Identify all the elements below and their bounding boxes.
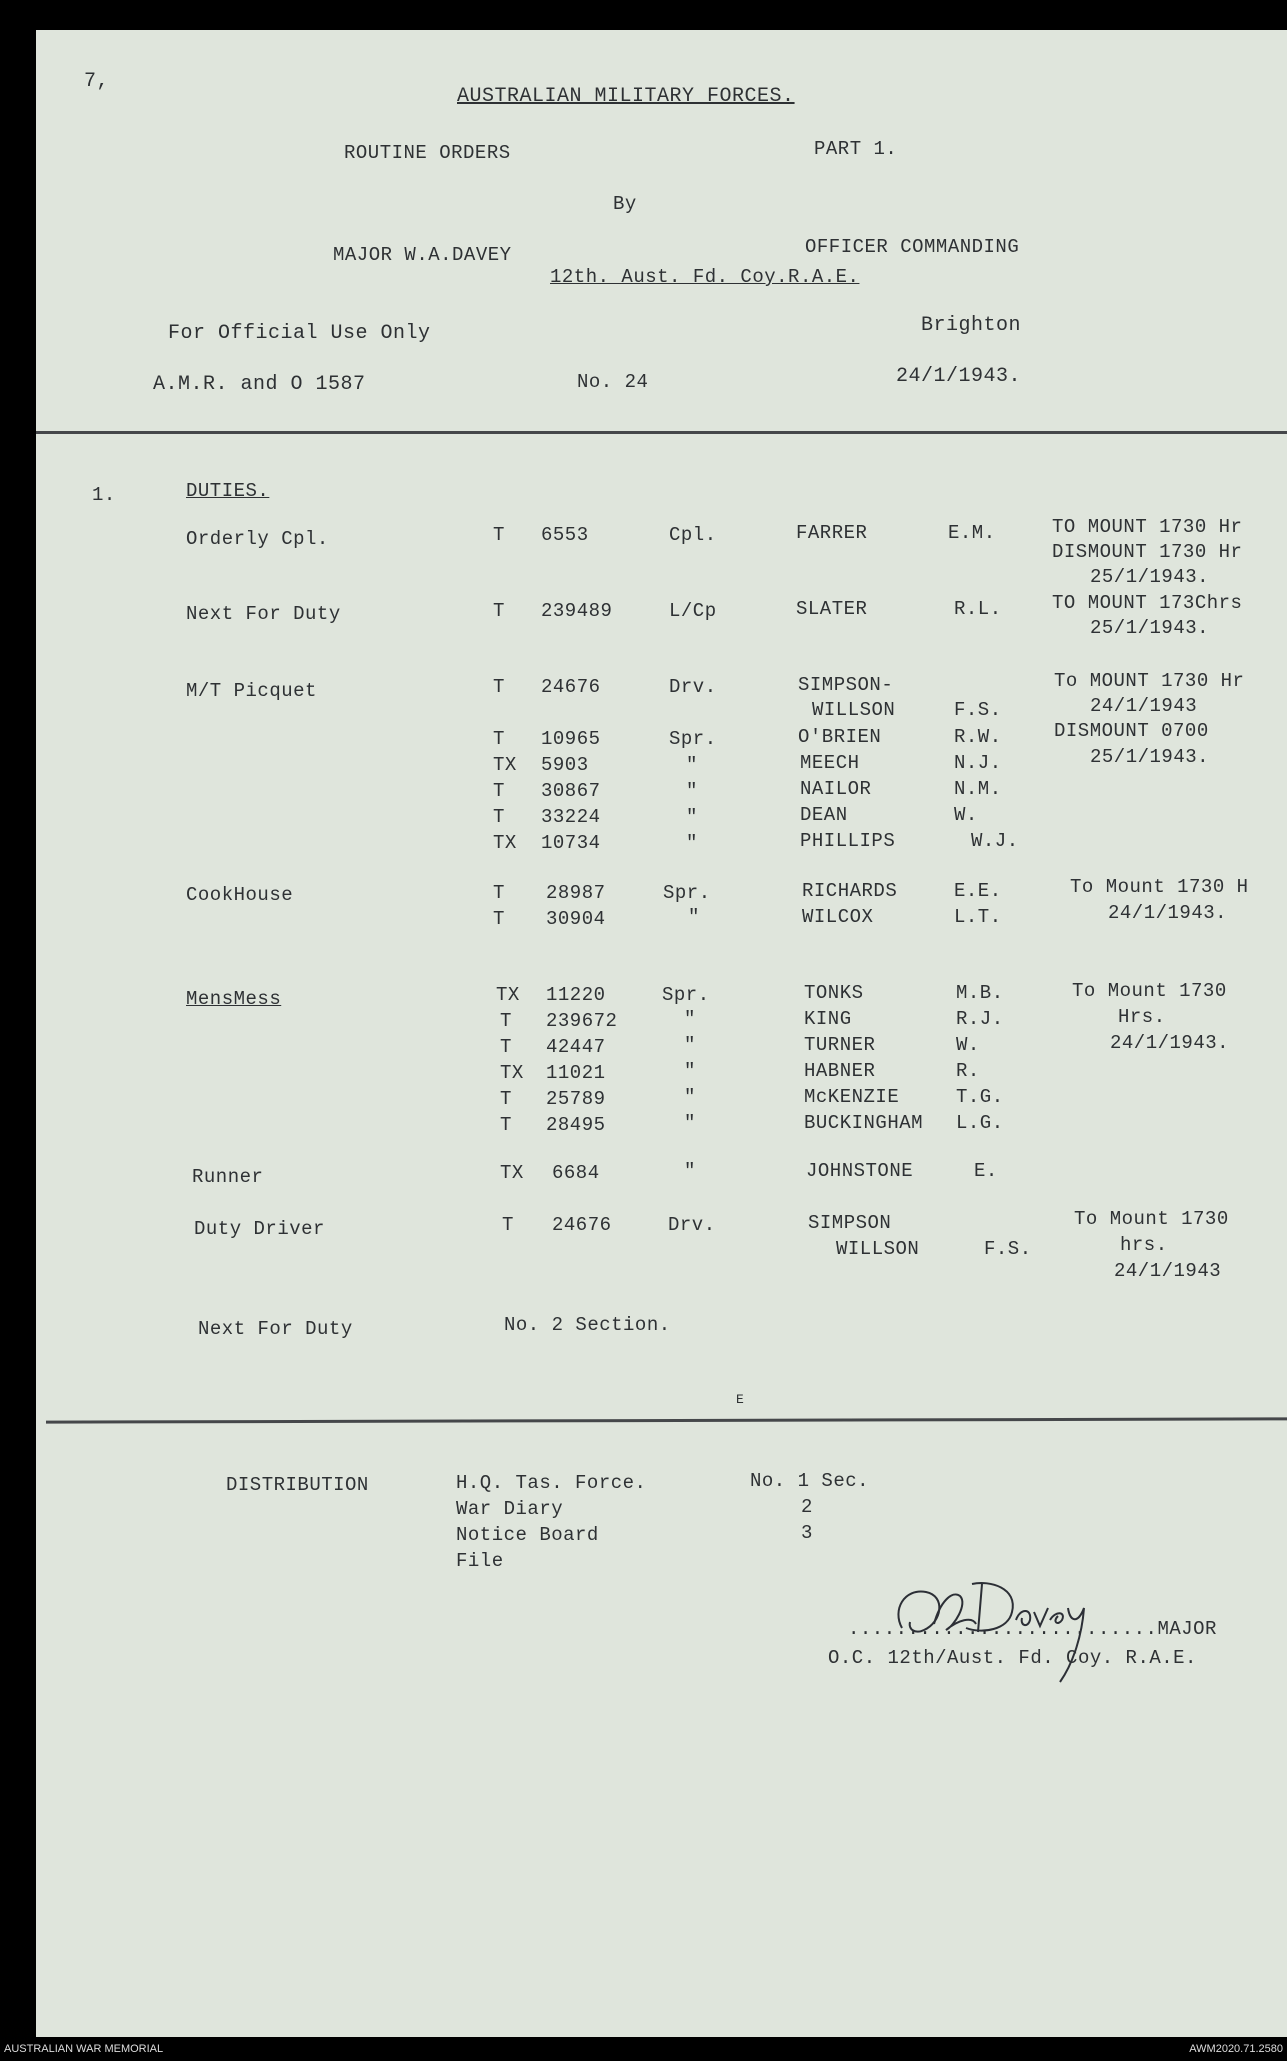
rank-ditto: " <box>684 1008 696 1030</box>
duty-note-line: To Mount 1730 <box>1072 980 1227 1002</box>
duty-note-line: TO MOUNT 173Chrs <box>1052 592 1243 614</box>
footer-institution: AUSTRALIAN WAR MEMORIAL <box>4 2043 164 2055</box>
rank: Cpl. <box>669 524 717 546</box>
rank-ditto: " <box>684 1086 696 1108</box>
duty-note-line: 24/1/1943 <box>1114 1260 1222 1282</box>
duty-label-duty-driver: Duty Driver <box>194 1218 325 1240</box>
official-use-note: For Official Use Only <box>168 322 431 345</box>
surname-continued: WILLSON <box>836 1238 920 1260</box>
initials: W.J. <box>971 830 1019 852</box>
next-section-value: No. 2 Section. <box>504 1314 671 1336</box>
service-number: 24676 <box>541 676 601 698</box>
surname: FARRER <box>796 522 868 544</box>
initials: T.G. <box>956 1086 1004 1108</box>
service-prefix: T <box>493 780 505 802</box>
part-number: PART 1. <box>814 138 898 160</box>
rank-ditto: " <box>684 1060 696 1082</box>
initials: W. <box>956 1034 980 1056</box>
by-label: By <box>613 193 637 215</box>
service-prefix: T <box>493 806 505 828</box>
initials: R.W. <box>954 726 1002 748</box>
duty-note-line: DISMOUNT 0700 <box>1054 720 1209 742</box>
rank-ditto: " <box>684 1112 696 1134</box>
signature-line: ..........................MAJOR <box>848 1618 1217 1640</box>
duty-note-line: Hrs. <box>1118 1006 1166 1028</box>
initials: N.J. <box>954 752 1002 774</box>
service-number: 28495 <box>546 1114 606 1136</box>
duty-label-runner: Runner <box>192 1166 264 1188</box>
service-number: 239672 <box>546 1010 618 1032</box>
service-number: 10965 <box>541 728 601 750</box>
service-prefix: T <box>493 728 505 750</box>
rank-ditto: " <box>686 806 698 828</box>
rank: Drv. <box>669 676 717 698</box>
initials: R.L. <box>954 598 1002 620</box>
initials: L.T. <box>954 906 1002 928</box>
header-divider <box>36 431 1287 434</box>
footer-accession-number: AWM2020.71.2580 <box>1189 2043 1283 2055</box>
rank-ditto: " <box>684 1034 696 1056</box>
duty-note-line: 24/1/1943. <box>1108 902 1228 924</box>
surname: TURNER <box>804 1034 876 1056</box>
service-prefix: T <box>493 600 505 622</box>
service-prefix: TX <box>500 1162 524 1184</box>
service-prefix: T <box>500 1114 512 1136</box>
rank: Spr. <box>662 984 710 1006</box>
service-number: 5903 <box>541 754 589 776</box>
service-prefix: TX <box>496 984 520 1006</box>
rank-ditto: " <box>684 1160 696 1182</box>
surname: MEECH <box>800 752 860 774</box>
surname: KING <box>804 1008 852 1030</box>
document-page <box>36 30 1287 2037</box>
surname: NAILOR <box>800 778 872 800</box>
location: Brighton <box>921 314 1022 337</box>
service-number: 28987 <box>546 882 606 904</box>
document-title: AUSTRALIAN MILITARY FORCES. <box>457 85 795 108</box>
duty-note-line: hrs. <box>1120 1234 1168 1256</box>
service-prefix: T <box>500 1010 512 1032</box>
initials: F.S. <box>984 1238 1032 1260</box>
duty-note-line: To Mount 1730 H <box>1070 876 1249 898</box>
service-prefix: TX <box>500 1062 524 1084</box>
distribution-item: H.Q. Tas. Force. <box>456 1472 647 1494</box>
surname: PHILLIPS <box>800 830 896 852</box>
duty-label-mt-picquet: M/T Picquet <box>186 680 317 702</box>
officer-role: OFFICER COMMANDING <box>805 236 1020 258</box>
initials: R.J. <box>956 1008 1004 1030</box>
surname-continued: WILLSON <box>812 699 896 721</box>
rank: Spr. <box>669 728 717 750</box>
surname: WILCOX <box>802 906 874 928</box>
service-number: 11021 <box>546 1062 606 1084</box>
service-prefix: T <box>493 908 505 930</box>
duty-note-line: 25/1/1943. <box>1090 617 1210 639</box>
service-prefix: T <box>493 524 505 546</box>
service-number: 6684 <box>552 1162 600 1184</box>
distribution-divider <box>46 1417 1287 1423</box>
margin-mark: E <box>736 1392 745 1407</box>
service-number: 42447 <box>546 1036 606 1058</box>
surname: DEAN <box>800 804 848 826</box>
duty-note-line: 24/1/1943 <box>1090 695 1198 717</box>
service-number: 25789 <box>546 1088 606 1110</box>
rank-ditto: " <box>688 906 700 928</box>
duty-note-line: 25/1/1943. <box>1090 746 1210 768</box>
section-title: DUTIES. <box>186 480 270 502</box>
service-prefix: T <box>500 1088 512 1110</box>
surname: BUCKINGHAM <box>804 1112 924 1134</box>
surname: O'BRIEN <box>798 726 882 748</box>
service-prefix: T <box>493 882 505 904</box>
duty-note-line: To MOUNT 1730 Hr <box>1054 670 1245 692</box>
section-number: 1. <box>92 484 116 506</box>
surname: HABNER <box>804 1060 876 1082</box>
corner-mark: 7, <box>84 70 110 93</box>
signature-caption: O.C. 12th/Aust. Fd. Coy. R.A.E. <box>828 1647 1197 1669</box>
initials: L.G. <box>956 1112 1004 1134</box>
duty-note-line: To Mount 1730 <box>1074 1208 1229 1230</box>
surname: SIMPSON- <box>798 674 894 696</box>
duty-note-line: DISMOUNT 1730 Hr <box>1052 541 1243 563</box>
surname: TONKS <box>804 982 864 1004</box>
service-number: 11220 <box>546 984 606 1006</box>
copy-number: 2 <box>801 1496 813 1518</box>
duty-label-orderly: Orderly Cpl. <box>186 528 329 550</box>
surname: JOHNSTONE <box>806 1160 914 1182</box>
rank: Drv. <box>668 1214 716 1236</box>
rank-ditto: " <box>686 754 698 776</box>
surname: SIMPSON <box>808 1212 892 1234</box>
copy-number: No. 1 Sec. <box>750 1470 870 1492</box>
duty-note-line: TO MOUNT 1730 Hr <box>1052 516 1243 538</box>
surname: McKENZIE <box>804 1086 900 1108</box>
initials: W. <box>954 804 978 826</box>
initials: R. <box>956 1060 980 1082</box>
rank-ditto: " <box>686 832 698 854</box>
reference: A.M.R. and O 1587 <box>153 373 366 396</box>
distribution-item: Notice Board <box>456 1524 599 1546</box>
surname: SLATER <box>796 598 868 620</box>
order-number: No. 24 <box>577 371 649 393</box>
service-number: 10734 <box>541 832 601 854</box>
service-prefix: TX <box>493 832 517 854</box>
initials: E.M. <box>948 522 996 544</box>
routine-orders-heading: ROUTINE ORDERS <box>344 142 511 164</box>
distribution-item: War Diary <box>456 1498 564 1520</box>
duty-note-line: 24/1/1943. <box>1110 1032 1230 1054</box>
initials: M.B. <box>956 982 1004 1004</box>
service-number: 30867 <box>541 780 601 802</box>
rank: Spr. <box>663 882 711 904</box>
unit-name: 12th. Aust. Fd. Coy.R.A.E. <box>550 266 860 288</box>
distribution-item: File <box>456 1550 504 1572</box>
service-number: 30904 <box>546 908 606 930</box>
initials: E. <box>974 1160 998 1182</box>
initials: E.E. <box>954 880 1002 902</box>
officer-name: MAJOR W.A.DAVEY <box>333 244 512 266</box>
service-number: 24676 <box>552 1214 612 1236</box>
service-number: 6553 <box>541 524 589 546</box>
initials: F.S. <box>954 699 1002 721</box>
copy-number: 3 <box>801 1522 813 1544</box>
next-section-label: Next For Duty <box>198 1318 353 1340</box>
service-prefix: T <box>493 676 505 698</box>
rank-ditto: " <box>686 780 698 802</box>
distribution-label: DISTRIBUTION <box>226 1474 369 1496</box>
surname: RICHARDS <box>802 880 898 902</box>
service-number: 33224 <box>541 806 601 828</box>
rank: L/Cp <box>669 600 717 622</box>
service-prefix: T <box>500 1036 512 1058</box>
service-number: 239489 <box>541 600 613 622</box>
duty-note-line: 25/1/1943. <box>1090 566 1210 588</box>
initials: N.M. <box>954 778 1002 800</box>
order-date: 24/1/1943. <box>896 365 1022 388</box>
duty-label-next-for-duty: Next For Duty <box>186 603 341 625</box>
duty-label-mensmess: MensMess <box>186 988 282 1010</box>
service-prefix: TX <box>493 754 517 776</box>
duty-label-cookhouse: CookHouse <box>186 884 294 906</box>
service-prefix: T <box>502 1214 514 1236</box>
